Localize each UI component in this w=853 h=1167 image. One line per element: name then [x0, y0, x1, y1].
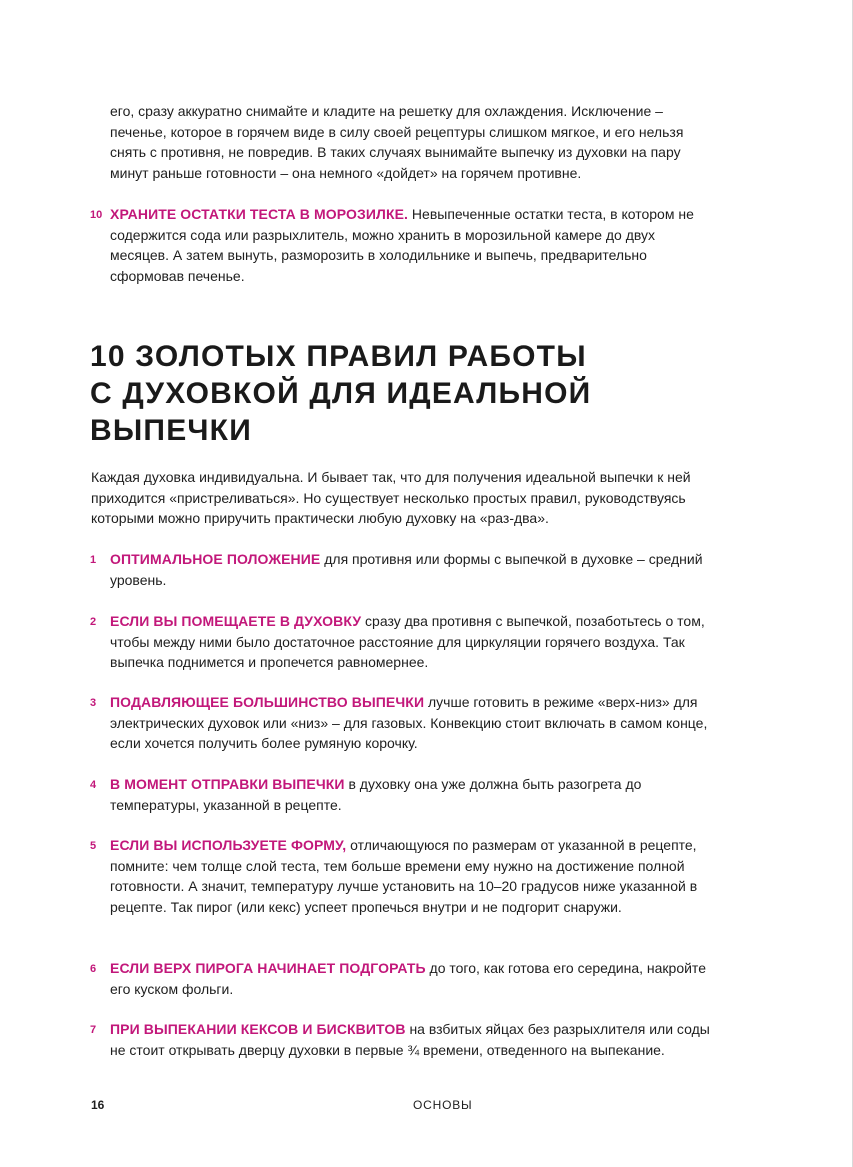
rule-highlight: ЕСЛИ ВЫ ПОМЕЩАЕТЕ В ДУХОВКУ: [110, 613, 362, 629]
rule-text: для противня или формы с выпечкой в духовке – средний уровень.: [110, 551, 703, 588]
title-line: С ДУХОВКОЙ ДЛЯ ИДЕАЛЬНОЙ: [90, 377, 592, 410]
rule-body: [110, 549, 710, 590]
tip-highlight: ХРАНИТЕ ОСТАТКИ ТЕСТА В МОРОЗИЛКЕ.: [110, 206, 409, 222]
tip-10: [90, 204, 710, 286]
rule-number: 1: [90, 554, 97, 566]
rule-text: отличающуюся по размерам от указанной в рецепте, помните: чем толще слой теста, тем больше времени ему нужно на достижение полной готовности. А значит, температуру лучше установить на 10–20 градусов ниже указанной в рецепте. Так пирог (или кекс) успеет пропечься внутри и не подгорит снаружи.: [110, 837, 698, 915]
rule-body: [110, 835, 710, 917]
rule-4: [90, 774, 710, 815]
title-line: 10 ЗОЛОТЫХ ПРАВИЛ РАБОТЫ: [90, 340, 587, 373]
rule-text: сразу два противня с выпечкой, позаботьтесь о том, чтобы между ними было достаточное расстояние для циркуляции горячего воздуха. Так выпечка поднимется и пропечется равномернее.: [110, 613, 705, 670]
rule-body: [110, 774, 710, 815]
rule-body: [110, 958, 710, 999]
rule-highlight: В МОМЕНТ ОТПРАВКИ ВЫПЕЧКИ: [110, 776, 345, 792]
rule-highlight: ПОДАВЛЯЮЩЕЕ БОЛЬШИНСТВО ВЫПЕЧКИ: [110, 694, 425, 710]
continuation-paragraph: его, сразу аккуратно снимайте и кладите на решетку для охлаждения. Исключение – печенье, которое в горячем виде в силу своей рецептуры слишком мягкое, и его нельзя снять с противня, не повредив. В таких случаях вынимайте выпечку из духовки на пару минут раньше готовности – она немного «дойдет» на горячем противне.: [110, 103, 684, 181]
intro-paragraph: Каждая духовка индивидуальна. И бывает так, что для получения идеальной выпечки к ней приходится «пристреливаться». Но существует несколько простых правил, руководствуясь которыми можно приручить практически любую духовку на «раз-два».: [91, 469, 691, 526]
rule-number: 2: [90, 616, 97, 628]
rule-text: до того, как готова его середина, накройте его куском фольги.: [110, 960, 706, 997]
tip-number: 10: [90, 209, 103, 221]
rule-highlight: ЕСЛИ ВЫ ИСПОЛЬЗУЕТЕ ФОРМУ,: [110, 837, 347, 853]
rule-3: [90, 692, 710, 754]
rule-highlight: ОПТИМАЛЬНОЕ ПОЛОЖЕНИЕ: [110, 551, 321, 567]
rule-text: на взбитых яйцах без разрыхлителя или соды не стоит открывать дверцу духовки в первые ¾ времени, отведенного на выпекание.: [110, 1021, 710, 1058]
rule-text: лучше готовить в режиме «верх-низ» для электрических духовок или «низ» – для газовых. Конвекцию стоит включать в самом конце, если хочется получить более румяную корочку.: [110, 694, 708, 751]
rule-1: [90, 549, 710, 590]
title-line: ВЫПЕЧКИ: [90, 414, 252, 447]
rule-5: [90, 835, 710, 917]
rule-number: 4: [90, 779, 97, 791]
running-footer-section: ОСНОВЫ: [413, 1098, 473, 1112]
rule-body: [110, 1019, 710, 1060]
section-title: [90, 338, 710, 449]
rule-highlight: ПРИ ВЫПЕКАНИИ КЕКСОВ И БИСКВИТОВ: [110, 1021, 406, 1037]
rule-number: 6: [90, 963, 97, 975]
rule-2: [90, 611, 710, 673]
rule-body: [110, 611, 710, 673]
rule-number: 5: [90, 840, 97, 852]
tip-text: Невыпеченные остатки теста, в котором не содержится сода или разрыхлитель, можно хранить в морозильной камере до двух месяцев. А затем вынуть, разморозить в холодильнике и выпечь, предварительно сформовав печенье.: [110, 206, 694, 284]
rule-6: [90, 958, 710, 999]
rule-text: в духовку она уже должна быть разогрета до температуры, указанной в рецепте.: [110, 776, 642, 813]
rule-body: [110, 692, 710, 754]
rule-7: [90, 1019, 710, 1060]
page-number: 16: [91, 1098, 105, 1112]
rule-number: 3: [90, 697, 97, 709]
tip-body: [110, 204, 710, 286]
rule-number: 7: [90, 1024, 97, 1036]
rule-highlight: ЕСЛИ ВЕРХ ПИРОГА НАЧИНАЕТ ПОДГОРАТЬ: [110, 960, 426, 976]
